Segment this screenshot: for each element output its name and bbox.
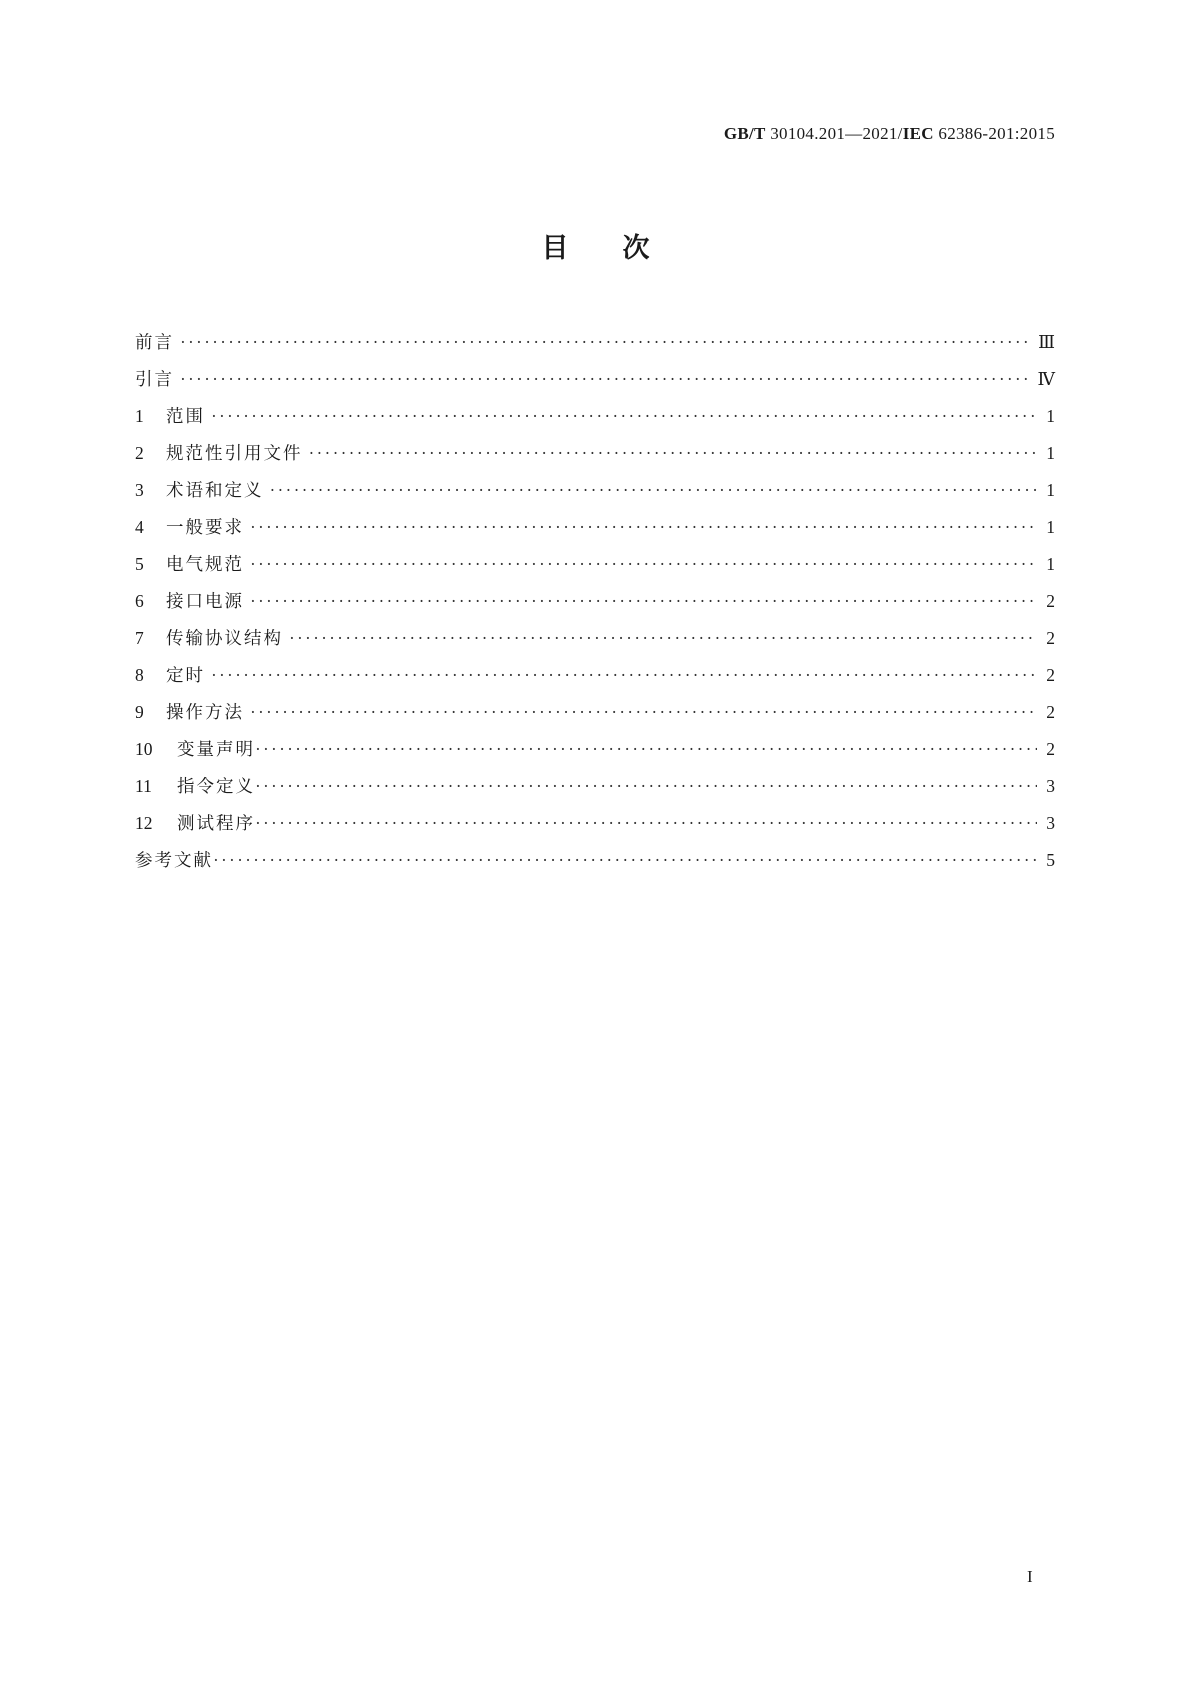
toc-entry-page: 1	[1046, 554, 1055, 574]
toc-entry-page: 1	[1046, 517, 1055, 537]
toc-leader-dots	[211, 398, 1037, 435]
toc-entry-number: 1	[135, 406, 144, 426]
toc-entry-11[interactable]	[135, 768, 1055, 805]
toc-entry-page: 5	[1046, 850, 1055, 870]
toc-entry-label: 测试程序	[177, 814, 255, 834]
toc-leader-dots	[255, 731, 1037, 768]
toc-entry-label: 传输协议结构	[166, 629, 283, 649]
toc-entry-number: 4	[135, 517, 144, 537]
toc-entry-3[interactable]	[135, 472, 1055, 509]
toc-entry-12[interactable]	[135, 805, 1055, 842]
toc-leader-dots	[309, 435, 1038, 472]
toc-entry-label: 术语和定义	[166, 481, 264, 501]
toc-leader-dots	[250, 694, 1037, 731]
toc-entry-label: 参考文献	[135, 851, 213, 871]
toc-entry-number: 10	[135, 739, 153, 759]
toc-entry-9[interactable]	[135, 694, 1055, 731]
toc-entry-bibliography[interactable]	[135, 842, 1055, 879]
toc-entry-page: 1	[1046, 443, 1055, 463]
toc-entry-page: 3	[1046, 813, 1055, 833]
toc-leader-dots	[250, 583, 1037, 620]
toc-leader-dots	[255, 805, 1037, 842]
toc-entry-page: 2	[1046, 702, 1055, 722]
toc-entry-page: Ⅳ	[1037, 369, 1055, 389]
toc-leader-dots	[211, 657, 1037, 694]
toc-entry-number: 9	[135, 702, 144, 722]
toc-entry-foreword[interactable]	[135, 324, 1055, 361]
toc-entry-label: 规范性引用文件	[166, 444, 303, 464]
toc-entry-6[interactable]	[135, 583, 1055, 620]
toc-entry-label: 变量声明	[177, 740, 255, 760]
toc-entry-number: 12	[135, 813, 153, 833]
toc-leader-dots	[289, 620, 1037, 657]
toc-entry-page: 2	[1046, 591, 1055, 611]
toc-leader-dots	[255, 768, 1037, 805]
toc-entry-1[interactable]	[135, 398, 1055, 435]
page-number: I	[1027, 1567, 1033, 1586]
toc-entry-label: 引言	[135, 370, 174, 390]
standard-number	[724, 124, 1055, 144]
toc-leader-dots	[180, 324, 1032, 361]
toc-entry-label: 操作方法	[166, 703, 244, 723]
toc-entry-label: 前言	[135, 333, 174, 353]
toc-entry-8[interactable]	[135, 657, 1055, 694]
toc-entry-number: 7	[135, 628, 144, 648]
toc-leader-dots	[270, 472, 1038, 509]
toc-entry-10[interactable]	[135, 731, 1055, 768]
iec-prefix: IEC	[902, 124, 934, 143]
standard-prefix: GB/T	[723, 124, 766, 143]
iec-code: 62386-201:2015	[938, 124, 1055, 143]
toc-leader-dots	[250, 509, 1037, 546]
toc-entry-page: 3	[1046, 776, 1055, 796]
toc-entry-4[interactable]	[135, 509, 1055, 546]
toc-entry-page: 1	[1046, 480, 1055, 500]
page-title: 目次	[541, 233, 704, 264]
toc-entry-number: 5	[135, 554, 144, 574]
toc-entry-label: 电气规范	[166, 555, 244, 575]
toc-entry-label: 范围	[166, 407, 205, 427]
toc-entry-number: 3	[135, 480, 144, 500]
toc-entry-label: 一般要求	[166, 518, 244, 538]
toc-entry-page: 2	[1046, 665, 1055, 685]
toc-entry-page: 2	[1046, 628, 1055, 648]
toc-entry-2[interactable]	[135, 435, 1055, 472]
toc-entry-number: 8	[135, 665, 144, 685]
toc-entry-introduction[interactable]	[135, 361, 1055, 398]
toc-entry-number: 11	[135, 776, 152, 796]
toc-entry-7[interactable]	[135, 620, 1055, 657]
toc-leader-dots	[250, 546, 1037, 583]
toc-leader-dots	[180, 361, 1032, 398]
toc-leader-dots	[213, 842, 1037, 879]
toc-entry-label: 定时	[166, 666, 205, 686]
toc-entry-number: 2	[135, 443, 144, 463]
toc-entry-5[interactable]	[135, 546, 1055, 583]
toc-entry-number: 6	[135, 591, 144, 611]
toc-entry-label: 指令定义	[177, 777, 255, 797]
table-of-contents	[135, 324, 1055, 879]
toc-entry-page: 2	[1046, 739, 1055, 759]
toc-entry-page: Ⅲ	[1038, 332, 1055, 352]
toc-entry-page: 1	[1046, 406, 1055, 426]
standard-code: 30104.201—2021/	[770, 124, 903, 143]
toc-entry-label: 接口电源	[166, 592, 244, 612]
